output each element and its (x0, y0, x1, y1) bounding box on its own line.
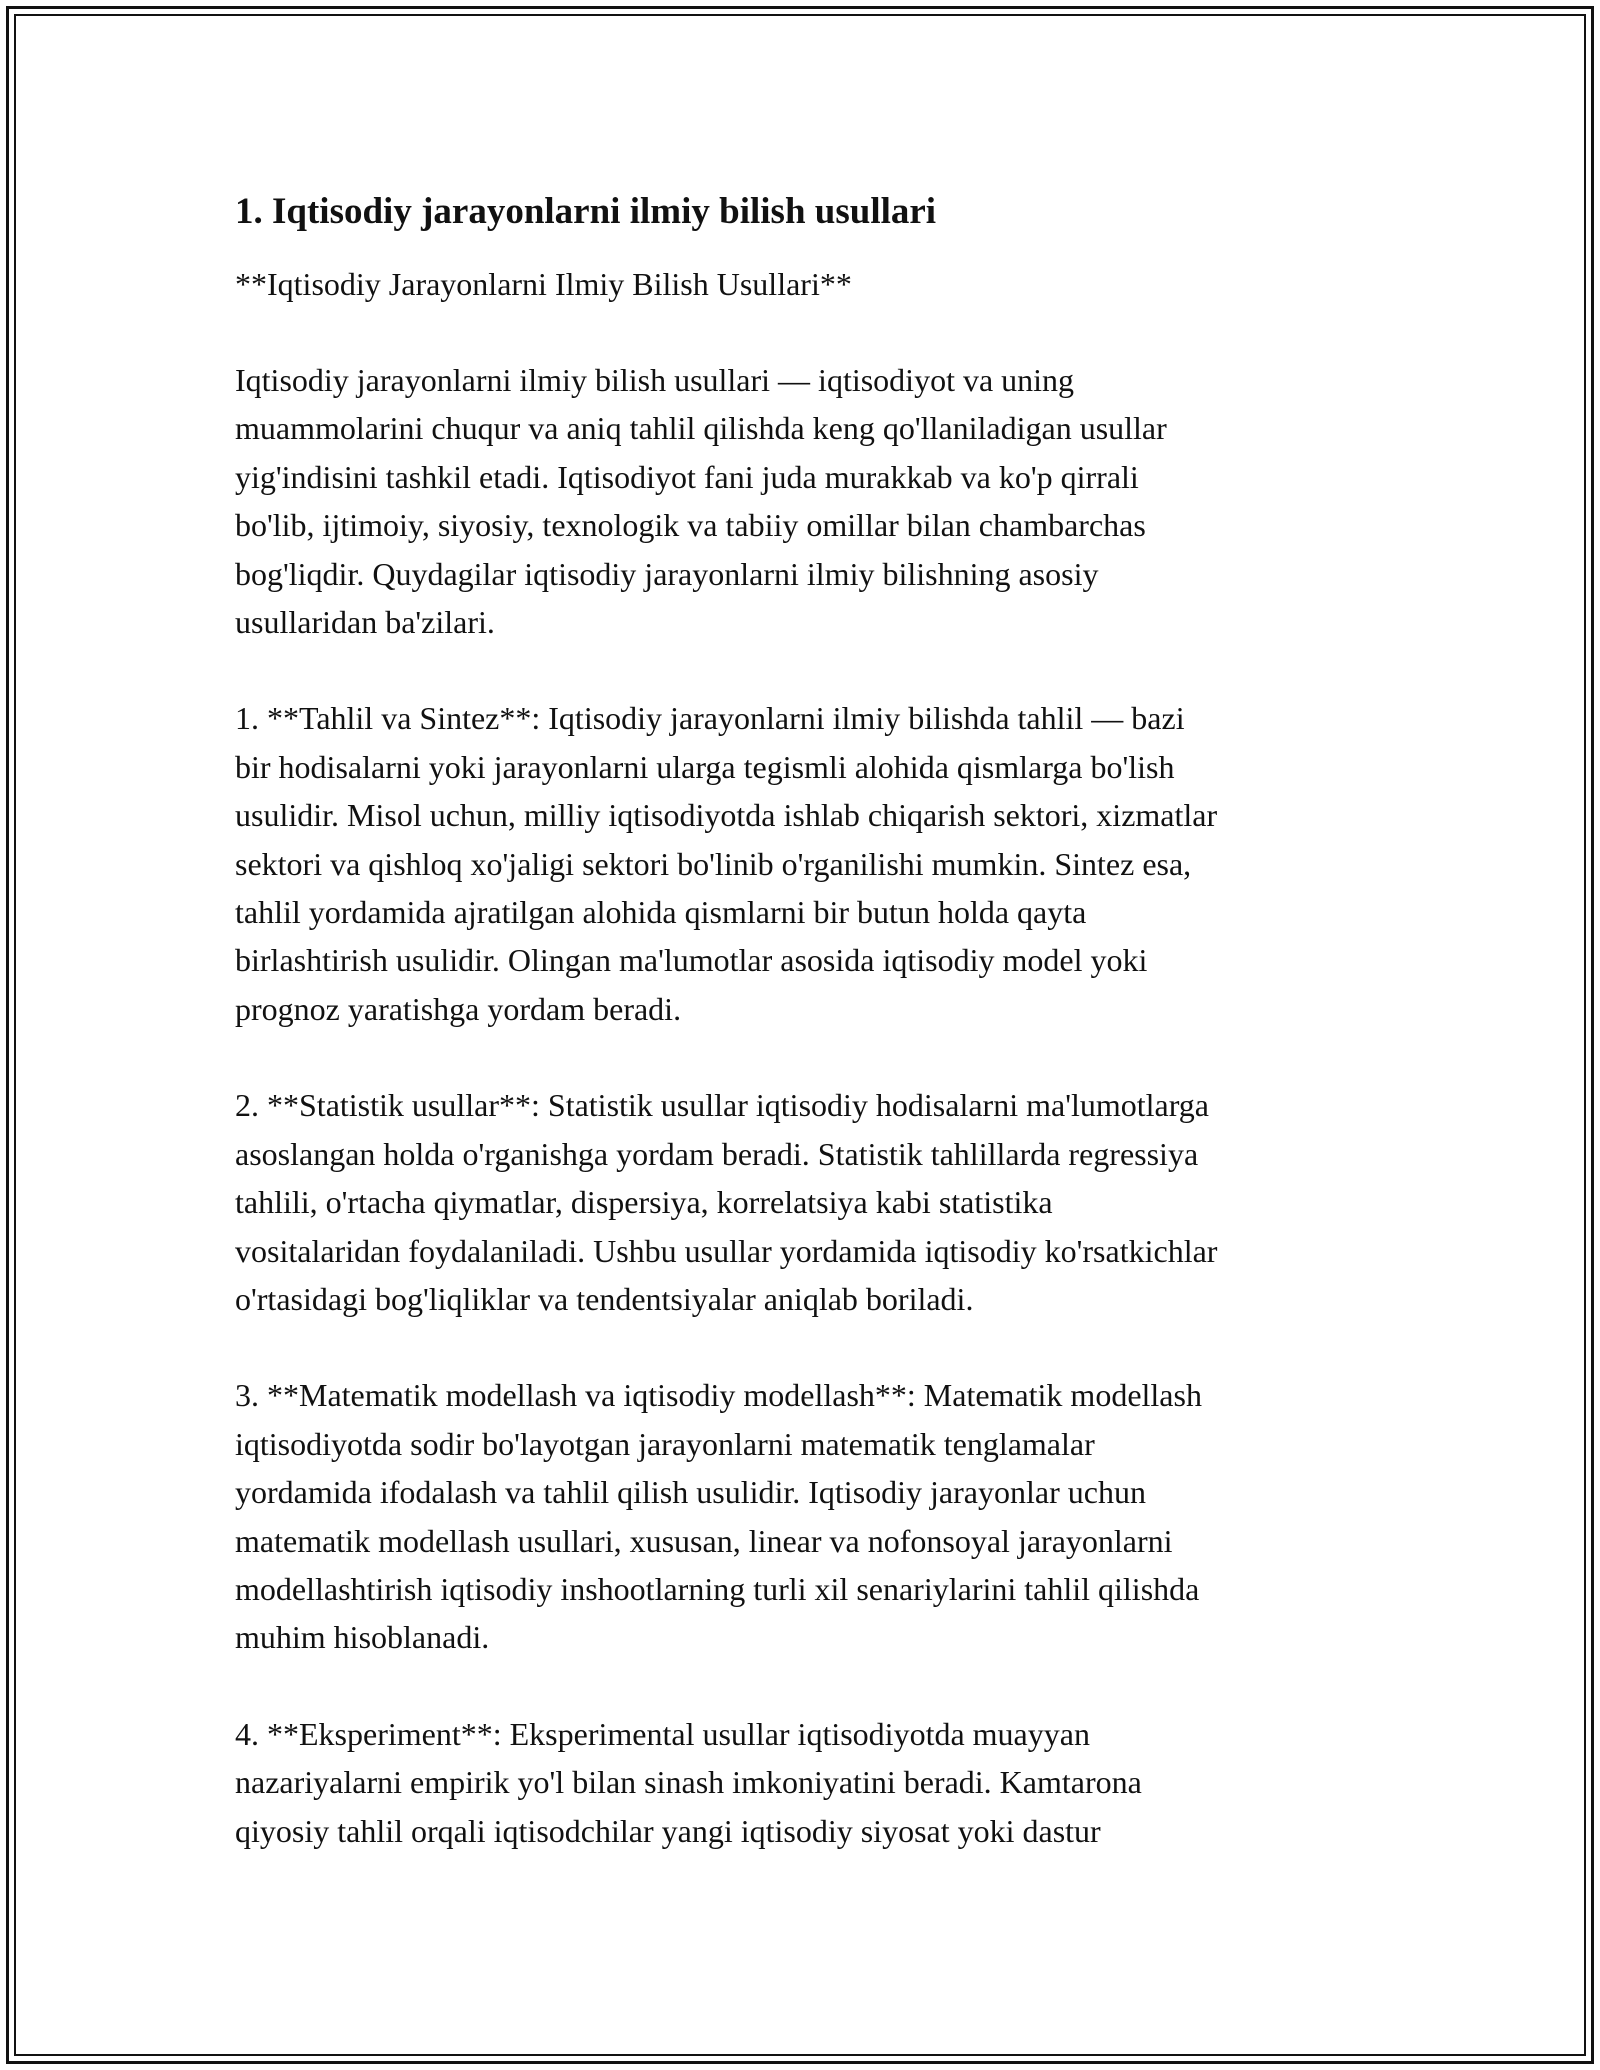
paragraph-statistik-usullar: 2. **Statistik usullar**: Statistik usullar iqtisodiy hodisalarni ma'lumotlarga asoslangan holda o'rganishga yordam beradi. Statistik tahlillarda regressiya tahlili, o'rtacha qiymatlar, dispersiya, korrelatsiya kabi statistika vositalaridan foydalaniladi. Ushbu usullar yordamida iqtisodiy ko'rsatkichlar o'rtasidagi bog'liqliklar va tendentsiyalar aniqlab boriladi. (235, 1087, 1218, 1317)
paragraph-tahlil-sintez: 1. **Tahlil va Sintez**: Iqtisodiy jarayonlarni ilmiy bilishda tahlil — bazi bir hodisalarni yoki jarayonlarni ularga tegismli alohida qismlarga bo'lish usulidir. Misol uchun, milliy iqtisodiyotda ishlab chiqarish sektori, xizmatlar sektori va qishloq xo'jaligi sektori bo'linib o'rganilishi mumkin. Sintez esa, tahlil yordamida ajratilgan alohida qismlarni bir butun holda qayta birlashtirish usulidir. Olingan ma'lumotlar asosida iqtisodiy model yoki prognoz yaratishga yordam beradi. (235, 700, 1218, 1027)
paragraph-matematik-modellash: 3. **Matematik modellash va iqtisodiy modellash**: Matematik modellash iqtisodiyotda sodir bo'layotgan jarayonlarni matematik tenglamalar yordamida ifodalash va tahlil qilish usulidir. Iqtisodiy jarayonlar uchun matematik modellash usullari, xususan, linear va nofonsoyal jarayonlarni modellashtirish iqtisodiy inshootlarning turli xil senariylarini tahlil qilishda muhim hisoblanadi. (235, 1377, 1202, 1656)
document-title: 1. Iqtisodiy jarayonlarni ilmiy bilish usullari (235, 191, 937, 232)
paragraph-eksperiment: 4. **Eksperiment**: Eksperimental usullar iqtisodiyotda muayyan nazariyalarni empirik yo'l bilan sinash imkoniyatini beradi. Kamtarona qiyosiy tahlil orqali iqtisodchilar yangi iqtisodiy siyosat yoki dastur (235, 1715, 1142, 1849)
document-subtitle: **Iqtisodiy Jarayonlarni Ilmiy Bilish Usullari** (235, 266, 852, 302)
paragraph-intro: Iqtisodiy jarayonlarni ilmiy bilish usullari — iqtisodiyot va uning muammolarini chuqur va aniq tahlil qilishda keng qo'llaniladigan usullar yig'indisini tashkil etadi. Iqtisodiyot fani juda murakkab va ko'p qirrali bo'lib, ijtimoiy, siyosiy, texnologik va tabiiy omillar bilan chambarchas bog'liqdir. Quydagilar iqtisodiy jarayonlarni ilmiy bilishning asosiy usullaridan ba'zilari. (235, 362, 1167, 641)
document-body (235, 188, 1370, 1855)
